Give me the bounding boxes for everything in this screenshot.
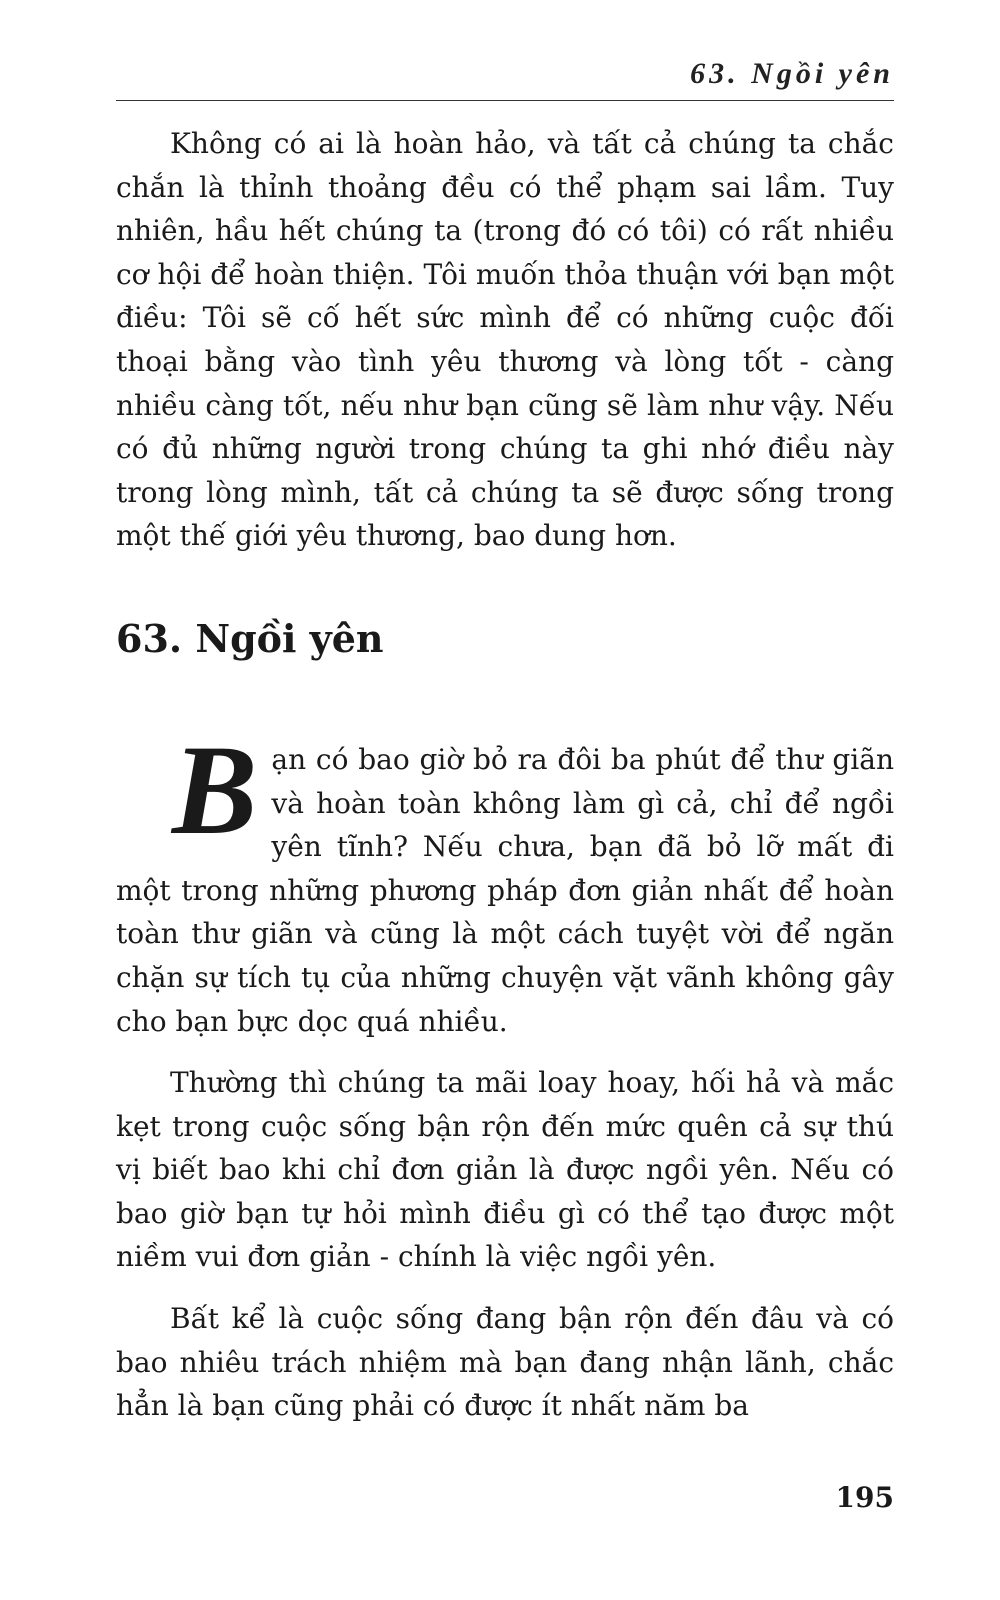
- chapter-opening-paragraph: [116, 718, 894, 1043]
- page-body: [116, 122, 894, 1428]
- header-divider: [116, 100, 894, 101]
- page-number: 195: [835, 1481, 894, 1514]
- running-header-title: 63. Ngồi yên: [690, 57, 894, 90]
- opening-paragraph-text: ạn có bao giờ bỏ ra đôi ba phút để thư giãn và hoàn toàn không làm gì cả, chỉ để ngồi yên tĩnh? Nếu chưa, bạn đã bỏ lỡ mất đi một trong những phương pháp đơn giản nhất để hoàn toàn thư giãn và cũng là một cách tuyệt vời để ngăn chặn sự tích tụ của những chuyện vặt vãnh không gây cho bạn bực dọc quá nhiều.: [116, 742, 894, 1038]
- body-paragraph: Không có ai là hoàn hảo, và tất cả chúng ta chắc chắn là thỉnh thoảng đều có thể phạm sai lầm. Tuy nhiên, hầu hết chúng ta (trong đó có tôi) có rất nhiều cơ hội để hoàn thiện. Tôi muốn thỏa thuận với bạn một điều: Tôi sẽ cố hết sức mình để có những cuộc đối thoại bằng vào tình yêu thương và lòng tốt - càng nhiều càng tốt, nếu như bạn cũng sẽ làm như vậy. Nếu có đủ những người trong chúng ta ghi nhớ điều này trong lòng mình, tất cả chúng ta sẽ được sống trong một thế giới yêu thương, bao dung hơn.: [116, 127, 894, 553]
- drop-cap-letter: B: [172, 718, 258, 861]
- body-paragraph: Bất kể là cuộc sống đang bận rộn đến đâu và có bao nhiêu trách nhiệm mà bạn đang nhận lãnh, chắc hẳn là bạn cũng phải có được ít nhất năm ba: [116, 1302, 894, 1423]
- body-paragraph: Thường thì chúng ta mãi loay hoay, hối hả và mắc kẹt trong cuộc sống bận rộn đến mức quên cả sự thú vị biết bao khi chỉ đơn giản là được ngồi yên. Nếu có bao giờ bạn tự hỏi mình điều gì có thể tạo được một niềm vui đơn giản - chính là việc ngồi yên.: [116, 1066, 894, 1274]
- chapter-title: 63. Ngồi yên: [116, 615, 384, 661]
